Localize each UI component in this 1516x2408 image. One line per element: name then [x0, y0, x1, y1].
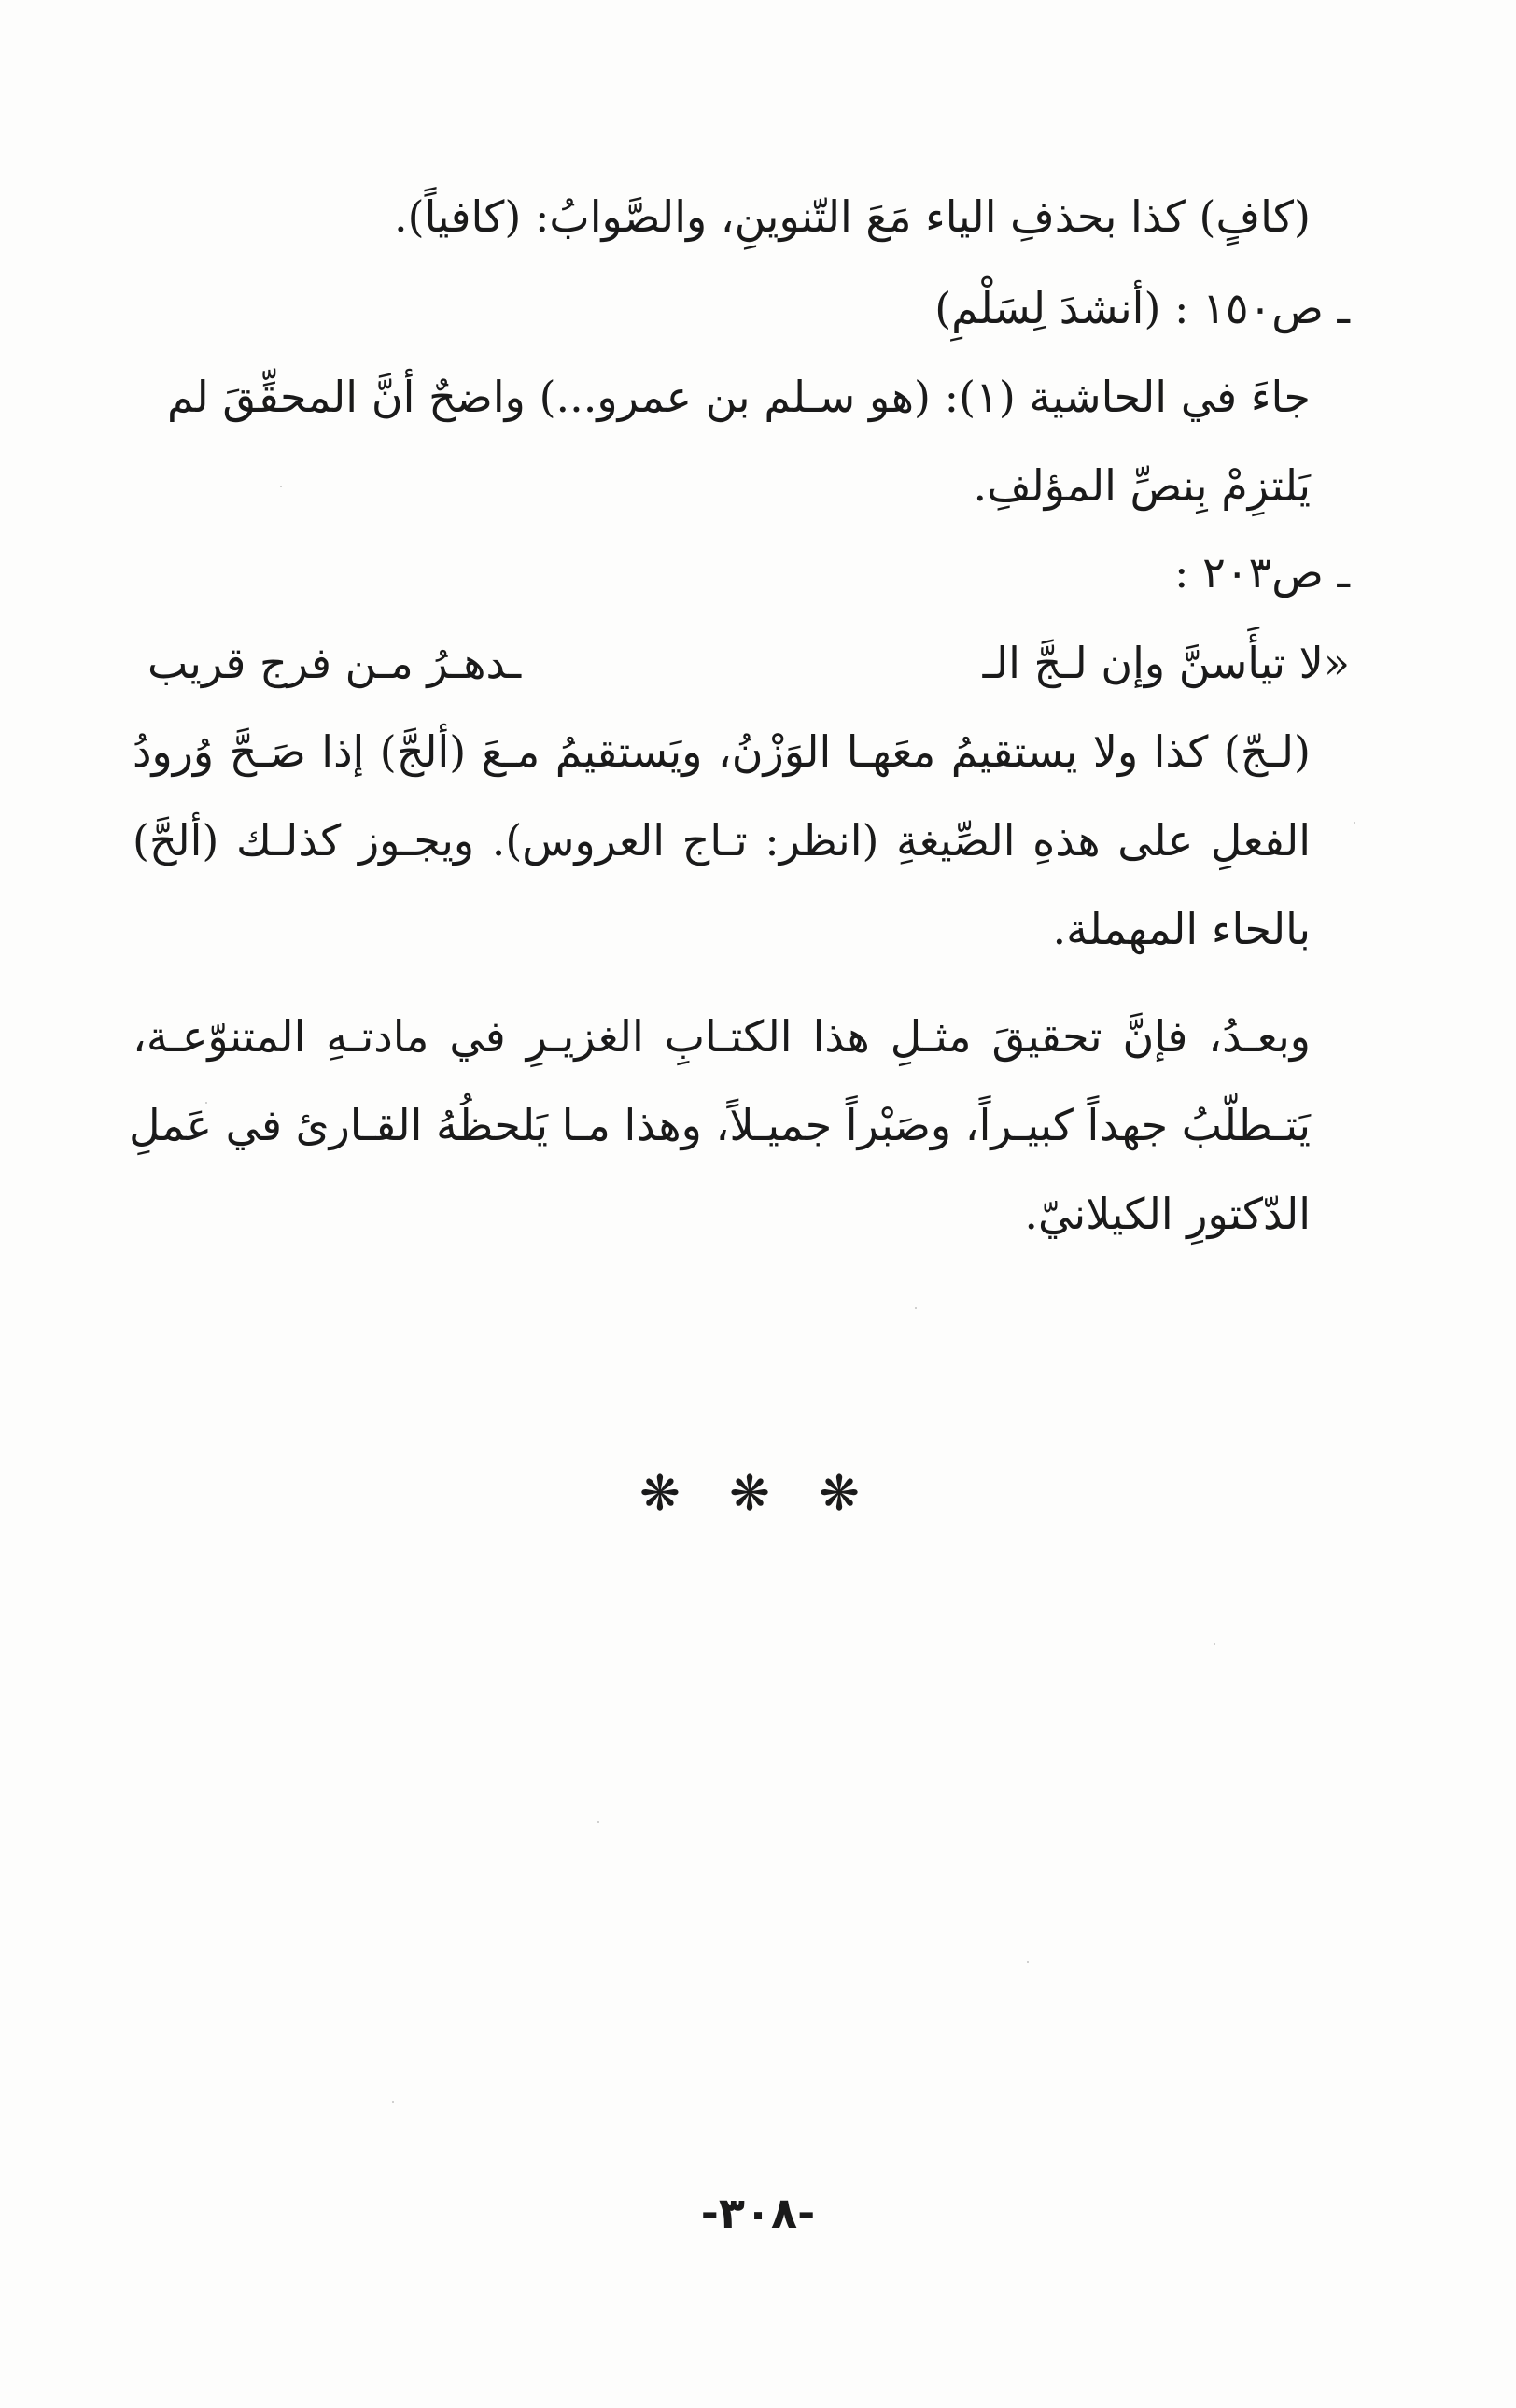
- verse-first-hemistich: «لا تيأَسنَّ وإن لـجَّ الـ: [982, 638, 1350, 688]
- verse-second-hemistich: ـدهـرُ مـن فرج قريب: [147, 638, 522, 688]
- text-line-4: يَلتزِمْ بِنصِّ المؤلفِ.: [973, 460, 1311, 511]
- text-line-10: وبعـدُ، فإنَّ تحقيقَ مثـلِ هذا الكتـابِ الغزيـرِ في مادتـهِ المتنوّعـة،: [133, 1011, 1311, 1062]
- scan-speck: [1354, 822, 1355, 824]
- text-line-7: (لـجّ) كذا ولا يستقيمُ معَهـا الوَزْنُ، ويَستقيمُ مـعَ (ألجَّ) إذا صَـحَّ وُرودُ: [133, 726, 1311, 777]
- scan-speck: [597, 1821, 599, 1823]
- scan-speck: [280, 486, 282, 487]
- text-line-3: جاءَ في الحاشية (١): (هو سـلم بن عمرو...) واضحٌ أنَّ المحقِّقَ لم: [167, 372, 1311, 422]
- page-number: -٣٠٨-: [700, 2188, 816, 2238]
- text-line-8: الفعلِ على هذهِ الصِّيغةِ (انظر: تـاج العروس). ويجـوز كذلـك (ألحَّ): [133, 815, 1311, 866]
- text-line-11: يَتـطلّبُ جهداً كبيـراً، وصَبْراً جميـلاً، وهذا مـا يَلحظُهُ القـارئ في عَملِ: [129, 1100, 1311, 1150]
- text-line-2: ـ ص١٥٠ : (أنشدَ لِسَلْمِ): [934, 283, 1350, 333]
- scan-speck: [392, 2101, 394, 2103]
- scan-speck: [1027, 1961, 1029, 1963]
- scan-speck: [915, 1307, 917, 1309]
- text-line-5: ـ ص٢٠٣ :: [1174, 547, 1350, 598]
- text-line-1: (كافٍ) كذا بحذفِ الياء مَعَ التّنوينِ، والصَّوابُ: (كافياً).: [394, 191, 1311, 242]
- text-line-9: بالحاء المهملة.: [1052, 904, 1311, 954]
- scan-speck: [1214, 1643, 1215, 1645]
- text-line-12: الدّكتورِ الكيلانيّ.: [1024, 1189, 1311, 1239]
- section-separator: ❋ ❋ ❋: [639, 1466, 877, 1522]
